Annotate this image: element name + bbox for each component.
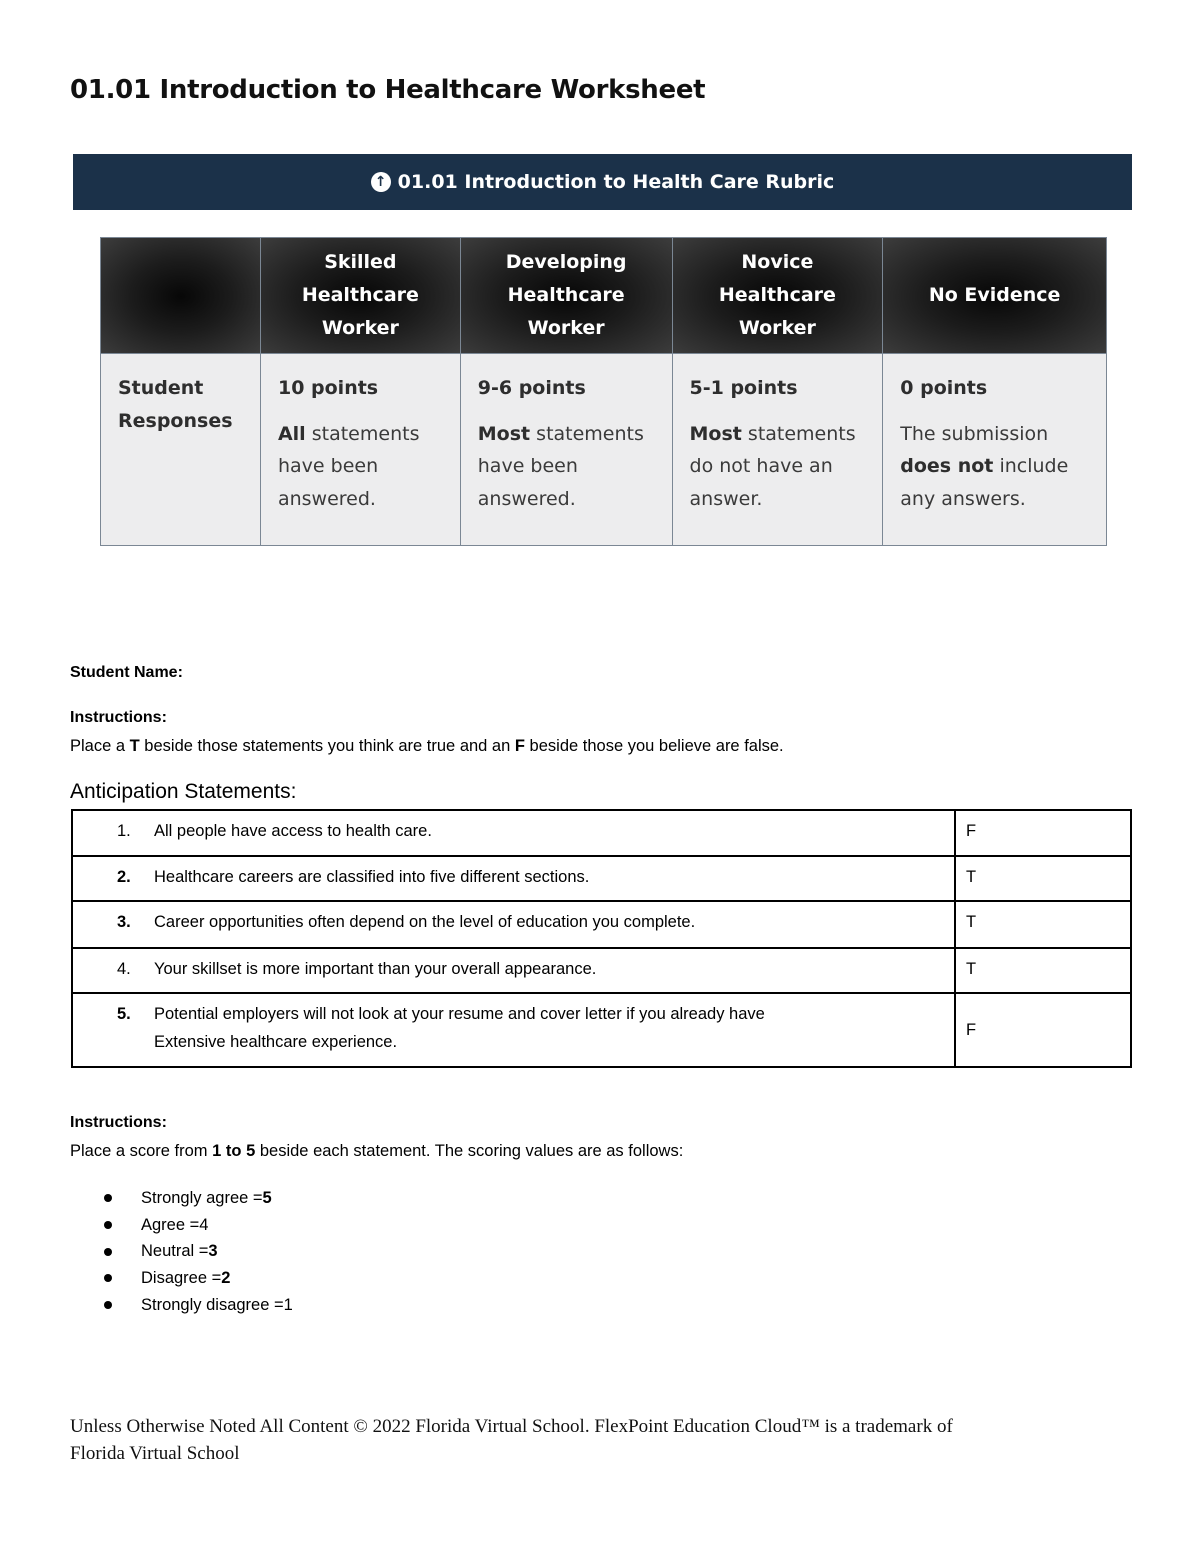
statements-table — [71, 809, 1132, 1068]
instr-text: beside those you believe are false. — [524, 737, 784, 755]
instructions-label: Instructions: — [70, 1114, 167, 1131]
scale-value: 4 — [199, 1215, 209, 1234]
cell-description — [278, 423, 420, 510]
rubric-col-skilled — [260, 238, 460, 354]
list-item — [104, 1238, 293, 1265]
desc-pre: The submission — [900, 422, 1049, 445]
rubric-row-student-responses — [101, 354, 1107, 546]
statement-number: 4. — [117, 960, 131, 978]
rubric-col-developing — [460, 238, 672, 354]
answer-cell[interactable] — [955, 993, 1131, 1067]
copyright-footer — [70, 1413, 1130, 1467]
statement-row — [72, 810, 1131, 856]
points-label: 0 points — [900, 377, 988, 399]
statement-number: 2. — [117, 868, 131, 886]
answer-value: T — [966, 913, 977, 931]
points-label: 5-1 points — [689, 377, 798, 399]
col-line: Worker — [527, 317, 605, 339]
arrow-circle-up-icon: ↑ — [371, 172, 391, 192]
list-item — [104, 1265, 293, 1292]
col-line: Healthcare — [507, 284, 625, 306]
desc-bold: does not — [900, 455, 994, 477]
bullet-icon — [104, 1274, 112, 1282]
instructions-text — [70, 1142, 683, 1161]
cell-description — [900, 423, 1068, 510]
scale-label: Neutral = — [141, 1242, 209, 1261]
instr-bold: 5 — [246, 1142, 256, 1160]
desc-bold: Most — [477, 422, 531, 445]
desc-text: statements have been answered. — [477, 422, 644, 510]
desc-text: statements have been answered. — [277, 422, 420, 510]
statement-text: Potential employers will not look at your resume and cover letter if you already have — [154, 1005, 765, 1023]
col-line: Developing — [505, 251, 627, 273]
rubric-corner-cell — [101, 238, 261, 354]
statement-text: Career opportunities often depend on the level of education you complete. — [154, 913, 696, 931]
rubric-cell-no-evidence — [883, 354, 1107, 546]
bullet-icon — [104, 1248, 112, 1256]
desc-text: statements do not have an answer. — [689, 422, 856, 510]
rubric-banner-title: 01.01 Introduction to Health Care Rubric — [397, 171, 835, 193]
rubric-cell-novice — [672, 354, 883, 546]
instr-text: Place a — [70, 737, 130, 755]
scale-label: Agree = — [141, 1215, 200, 1234]
scale-value: 1 — [283, 1295, 293, 1314]
list-item — [104, 1185, 293, 1212]
statement-cell — [72, 856, 955, 901]
bullet-icon — [104, 1301, 112, 1309]
rubric-cell-developing — [460, 354, 672, 546]
scale-value: 2 — [221, 1268, 231, 1287]
instr-text: beside each statement. The scoring values are as follows: — [255, 1142, 684, 1160]
statement-row — [72, 901, 1131, 948]
rubric-row-label — [101, 354, 261, 546]
col-line: Healthcare — [301, 284, 419, 306]
scoring-scale-list — [104, 1185, 293, 1318]
scale-value: 3 — [208, 1242, 218, 1261]
col-line: Worker — [321, 317, 399, 339]
points-label: 10 points — [277, 377, 379, 399]
instr-bold: to — [225, 1142, 242, 1160]
footer-line: Florida Virtual School — [70, 1443, 240, 1464]
scale-label: Strongly disagree = — [141, 1295, 284, 1314]
instr-text: Place a score from — [70, 1142, 213, 1160]
statement-text: Extensive healthcare experience. — [154, 1033, 398, 1051]
answer-cell[interactable] — [955, 856, 1131, 901]
statement-row — [72, 856, 1131, 901]
bullet-icon — [104, 1221, 112, 1229]
rubric-toggle-banner[interactable] — [73, 154, 1132, 210]
col-line: No Evidence — [928, 284, 1061, 306]
answer-cell[interactable] — [955, 948, 1131, 993]
statement-cell — [72, 948, 955, 993]
instructions-text — [70, 737, 784, 756]
instructions-label: Instructions: — [70, 709, 167, 726]
bullet-icon — [104, 1194, 112, 1202]
statement-text: All people have access to health care. — [154, 822, 432, 840]
page-title: 01.01 Introduction to Healthcare Worksheet — [70, 75, 706, 105]
statement-number: 3. — [117, 913, 131, 931]
rubric-cell-skilled — [260, 354, 460, 546]
statement-number: 5. — [117, 1005, 131, 1023]
statement-cell — [72, 901, 955, 948]
statement-text: Healthcare careers are classified into five different sections. — [154, 868, 590, 886]
student-name-label: Student Name: — [70, 664, 183, 681]
row-label-line: Responses — [118, 409, 233, 432]
col-line: Skilled — [324, 251, 397, 273]
rubric-table — [100, 237, 1107, 546]
scale-value: 5 — [262, 1188, 272, 1207]
list-item — [104, 1212, 293, 1239]
instr-bold: 1 — [212, 1142, 222, 1160]
instr-bold: F — [514, 737, 525, 755]
scale-label: Strongly agree = — [141, 1188, 263, 1207]
footer-line: Unless Otherwise Noted All Content © 2022 Florida Virtual School. FlexPoint Education Cloud™ is a trademark of — [70, 1416, 953, 1437]
rubric-header-row — [101, 238, 1107, 354]
desc-bold: All — [277, 422, 306, 445]
statement-text: Your skillset is more important than your overall appearance. — [154, 960, 597, 978]
answer-cell[interactable] — [955, 810, 1131, 856]
rubric-col-novice — [672, 238, 883, 354]
col-line: Worker — [738, 317, 816, 339]
desc-text: include any answers. — [900, 455, 1069, 510]
statement-row — [72, 948, 1131, 993]
statement-number: 1. — [117, 822, 131, 840]
statement-cell — [72, 810, 955, 856]
anticipation-heading: Anticipation Statements: — [70, 780, 297, 803]
instr-text: beside those statements you think are true and an — [139, 737, 515, 755]
answer-value: T — [966, 960, 977, 978]
cell-description — [690, 423, 856, 510]
points-label: 9-6 points — [477, 377, 586, 399]
scale-label: Disagree = — [141, 1268, 222, 1287]
statement-cell — [72, 993, 955, 1067]
row-label-line: Student — [118, 377, 204, 399]
col-line: Healthcare — [718, 284, 836, 306]
answer-cell[interactable] — [955, 901, 1131, 948]
instr-bold: T — [129, 737, 140, 755]
statement-row — [72, 993, 1131, 1067]
answer-value: T — [966, 868, 977, 886]
col-line: Novice — [741, 251, 814, 273]
list-item — [104, 1292, 293, 1319]
desc-bold: Most — [689, 422, 742, 445]
answer-value: F — [966, 1020, 977, 1039]
answer-value: F — [966, 822, 977, 840]
rubric-col-no-evidence — [883, 238, 1107, 354]
cell-description — [478, 423, 644, 510]
